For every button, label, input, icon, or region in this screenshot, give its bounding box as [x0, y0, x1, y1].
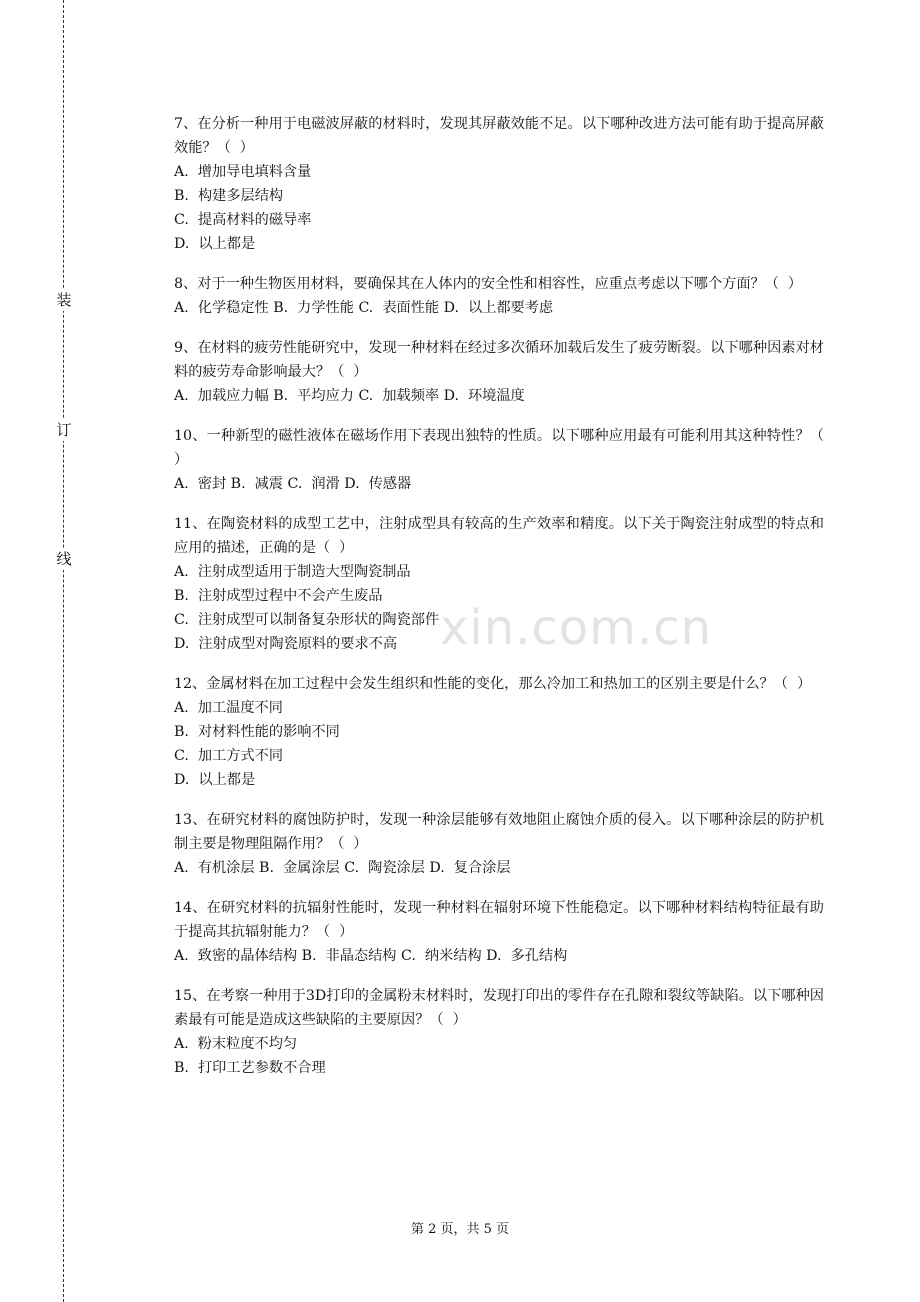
question-stem: 7、在分析一种用于电磁波屏蔽的材料时，发现其屏蔽效能不足。以下哪种改进方法可能有助于提高屏蔽效能？（ ）	[174, 116, 824, 156]
option-c: C. 提高材料的磁导率	[174, 212, 312, 228]
option-c: C. 注射成型可以制备复杂形状的陶瓷部件	[174, 612, 440, 628]
options-inline: A. 加载应力幅 B. 平均应力 C. 加载频率 D. 环境温度	[174, 388, 525, 404]
question-stem: 9、在材料的疲劳性能研究中，发现一种材料在经过多次循环加载后发生了疲劳断裂。以下哪种因素对材料的疲劳寿命影响最大？（ ）	[174, 340, 824, 380]
question-stem: 14、在研究材料的抗辐射性能时，发现一种材料在辐射环境下性能稳定。以下哪种材料结构特征最有助于提高其抗辐射能力？（ ）	[174, 900, 824, 940]
option-d: D. 注射成型对陶瓷原料的要求不高	[174, 636, 398, 652]
option-a: A. 粉末粒度不均匀	[174, 1036, 298, 1052]
binding-dashed-line	[63, 0, 64, 1302]
question-stem: 10、一种新型的磁性液体在磁场作用下表现出独特的性质。以下哪种应用最有可能利用其这种特性？（ ）	[174, 428, 834, 468]
question-15	[174, 984, 824, 1080]
question-8	[174, 272, 824, 320]
question-10	[174, 424, 834, 496]
question-list	[174, 112, 834, 1096]
options-inline: A. 化学稳定性 B. 力学性能 C. 表面性能 D. 以上都要考虑	[174, 300, 554, 316]
binding-char-zhuang: 装	[56, 291, 72, 309]
options-inline: A. 密封 B. 减震 C. 润滑 D. 传感器	[174, 476, 412, 492]
options-inline: A. 致密的晶体结构 B. 非晶态结构 C. 纳米结构 D. 多孔结构	[174, 948, 568, 964]
option-b: B. 对材料性能的影响不同	[174, 724, 340, 740]
option-d: D. 以上都是	[174, 236, 256, 252]
question-stem: 12、金属材料在加工过程中会发生组织和性能的变化，那么冷加工和热加工的区别主要是什么？（ ）	[174, 676, 812, 692]
question-stem: 15、在考察一种用于3D打印的金属粉末材料时，发现打印出的零件存在孔隙和裂纹等缺陷。以下哪种因素最有可能是造成这些缺陷的主要原因？（ ）	[174, 988, 824, 1028]
option-d: D. 以上都是	[174, 772, 256, 788]
option-c: C. 加工方式不同	[174, 748, 284, 764]
option-b: B. 注射成型过程中不会产生废品	[174, 588, 383, 604]
question-14	[174, 896, 824, 968]
page-footer: 第 2 页，共 5 页	[410, 1222, 510, 1237]
watermark: xin.com.cn	[440, 600, 713, 656]
option-b: B. 打印工艺参数不合理	[174, 1060, 326, 1076]
question-9	[174, 336, 824, 408]
question-12	[174, 672, 824, 792]
option-a: A. 加工温度不同	[174, 700, 283, 716]
options-inline: A. 有机涂层 B. 金属涂层 C. 陶瓷涂层 D. 复合涂层	[174, 860, 511, 876]
question-7	[174, 112, 824, 256]
question-stem: 11、在陶瓷材料的成型工艺中，注射成型具有较高的生产效率和精度。以下关于陶瓷注射成型的特点和应用的描述，正确的是（ ）	[174, 516, 824, 556]
question-stem: 13、在研究材料的腐蚀防护时，发现一种涂层能够有效地阻止腐蚀介质的侵入。以下哪种涂层的防护机制主要是物理阻隔作用？（ ）	[174, 812, 824, 852]
binding-char-ding: 订	[56, 421, 72, 439]
question-11	[174, 512, 824, 656]
question-stem: 8、对于一种生物医用材料，要确保其在人体内的安全性和相容性，应重点考虑以下哪个方面？（ ）	[174, 276, 803, 292]
option-a: A. 增加导电填料含量	[174, 164, 312, 180]
binding-char-xian: 线	[56, 550, 72, 568]
option-a: A. 注射成型适用于制造大型陶瓷制品	[174, 564, 411, 580]
question-13	[174, 808, 824, 880]
option-b: B. 构建多层结构	[174, 188, 284, 204]
